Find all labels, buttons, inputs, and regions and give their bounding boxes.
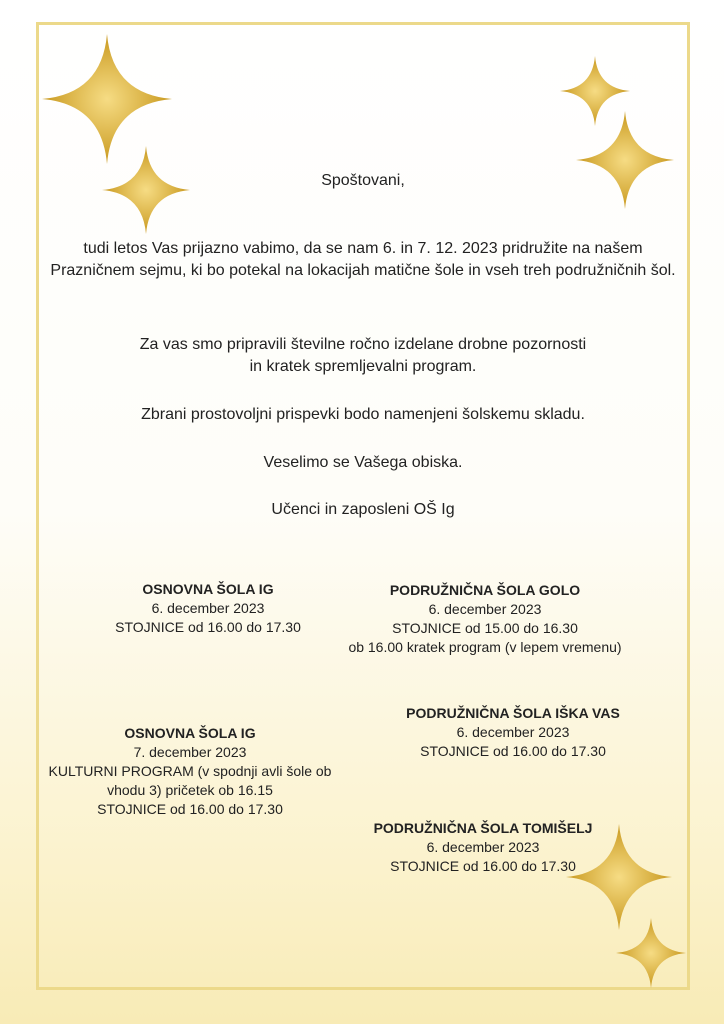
gifts-line: in kratek spremljevalni program. [249, 358, 477, 375]
invitation-paragraph: tudi letos Vas prijazno vabimo, da se nam 6. in 7. 12. 2023 pridružite na našem Prazničnem sejmu, ki bo potekal na lokacijah matične šole in vseh treh podružničnih šol. [50, 240, 676, 279]
closing-line: Veselimo se Vašega obiska. [263, 454, 463, 471]
signature: Učenci in zaposleni OŠ Ig [271, 501, 455, 518]
location-block [96, 580, 320, 637]
location-date: 6. december 2023 [151, 600, 265, 616]
greeting: Spoštovani, [321, 172, 405, 189]
location-name: OSNOVNA ŠOLA IG [124, 725, 256, 741]
location-name: PODRUŽNIČNA ŠOLA IŠKA VAS [406, 705, 620, 721]
location-name: PODRUŽNIČNA ŠOLA TOMIŠELJ [373, 820, 593, 836]
location-name: PODRUŽNIČNA ŠOLA GOLO [389, 582, 581, 598]
sparkle-icon [42, 34, 172, 164]
location-date: 6. december 2023 [426, 839, 540, 855]
location-date: 7. december 2023 [133, 744, 247, 760]
location-block [352, 819, 614, 876]
location-date: 6. december 2023 [456, 724, 570, 740]
location-detail: STOJNICE od 16.00 do 17.30 [115, 619, 301, 635]
location-name: OSNOVNA ŠOLA IG [142, 581, 274, 597]
location-detail: STOJNICE od 16.00 do 17.30 [390, 858, 576, 874]
location-block [330, 581, 640, 657]
location-detail: ob 16.00 kratek program (v lepem vremenu) [348, 639, 622, 655]
sparkle-icon [576, 110, 674, 210]
location-date: 6. december 2023 [428, 601, 542, 617]
location-detail: STOJNICE od 15.00 do 16.30 [392, 620, 578, 636]
location-detail: STOJNICE od 16.00 do 17.30 [420, 743, 606, 759]
location-detail: STOJNICE od 16.00 do 17.30 [97, 801, 283, 817]
location-block [384, 704, 642, 761]
donations-paragraph: Zbrani prostovoljni prispevki bodo namenjeni šolskemu skladu. [141, 406, 585, 423]
gifts-paragraph [36, 334, 690, 378]
gifts-line: Za vas smo pripravili številne ročno izdelane drobne pozornosti [139, 336, 587, 353]
location-block [44, 724, 336, 819]
sparkle-icon [616, 918, 686, 988]
location-detail: KULTURNI PROGRAM (v spodnji avli šole ob vhodu 3) pričetek ob 16.15 [48, 763, 332, 798]
